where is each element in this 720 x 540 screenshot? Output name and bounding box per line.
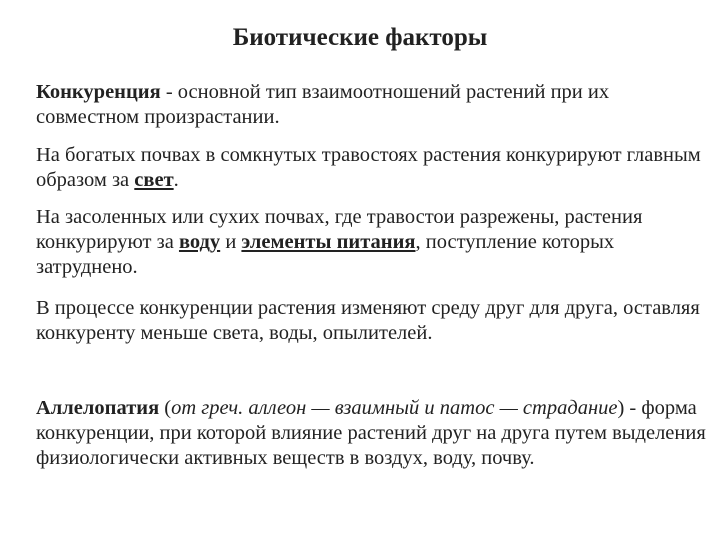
term-competition: Конкуренция bbox=[36, 81, 161, 103]
key-water: воду bbox=[178, 231, 221, 253]
competition-definition: - основной тип взаимоотношений растений при их совместном произрастании. bbox=[36, 81, 610, 128]
paragraph-rich-soils bbox=[36, 143, 716, 193]
allelopathy-etymology: от греч. аллеон — взаимный и патос — страдание bbox=[171, 397, 618, 419]
rich-soils-end: . bbox=[173, 169, 179, 191]
allelopathy-paren-open: ( bbox=[159, 397, 172, 419]
allelopathy-definition: ) - форма конкуренции, при которой влияние растений друг на друга путем выделения физиологически активных веществ в воздух, воду, почву. bbox=[36, 397, 706, 469]
key-nutrients: элементы питания bbox=[241, 231, 416, 253]
slide-title: Биотические факторы bbox=[232, 24, 488, 51]
term-allelopathy: Аллелопатия bbox=[36, 397, 160, 419]
paragraph-environment-change: В процессе конкуренции растения изменяют среду друг для друга, оставляя конкуренту меньше света, воды, опылителей. bbox=[36, 297, 700, 344]
saline-text-b: и bbox=[220, 231, 242, 253]
paragraph-allelopathy bbox=[36, 396, 716, 471]
saline-text-c: , поступление которых затруднено. bbox=[36, 231, 615, 278]
paragraph-competition bbox=[36, 80, 716, 130]
rich-soils-text: На богатых почвах в сомкнутых травостоях растения конкурируют главным образом за bbox=[36, 144, 701, 191]
paragraph-saline-soils bbox=[36, 205, 716, 280]
key-light: свет bbox=[134, 169, 174, 191]
saline-text-a: На засоленных или сухих почвах, где травостои разрежены, растения конкурируют за bbox=[36, 206, 643, 253]
